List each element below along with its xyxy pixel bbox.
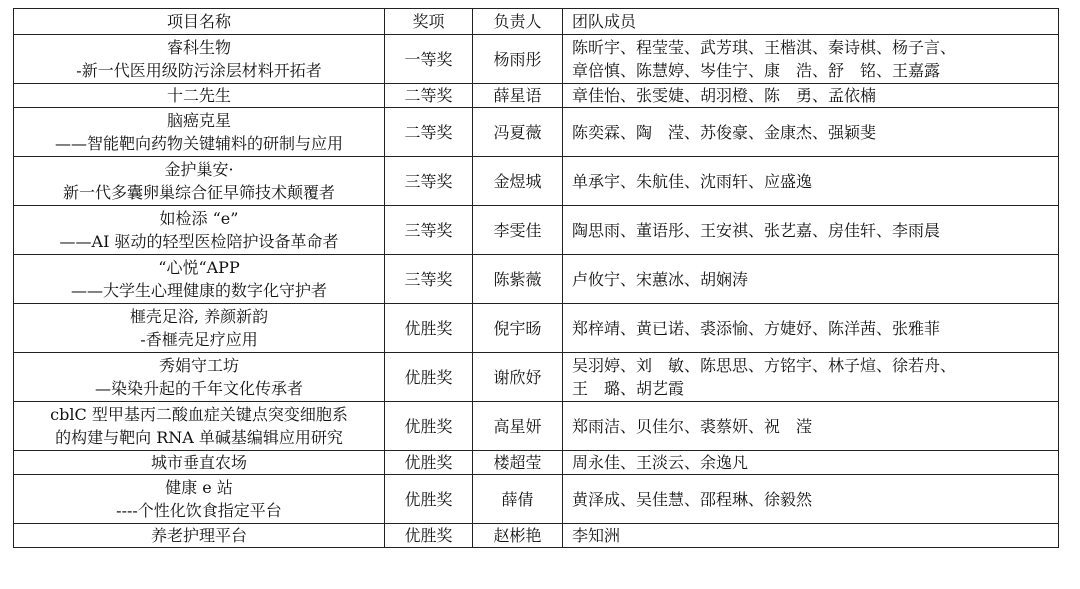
project-name-line: ——智能靶向药物关键辅料的研制与应用	[54, 134, 343, 153]
table-row	[14, 255, 1059, 304]
project-name-cell	[14, 451, 385, 475]
project-name-line: -香榧壳足疗应用	[140, 330, 258, 349]
members-line: 陈昕宇、程莹莹、武芳琪、王楷淇、秦诗棋、杨子言、	[572, 38, 957, 57]
project-name-line: 脑癌克星	[166, 111, 231, 130]
project-name-line: 城市垂直农场	[150, 453, 247, 472]
project-name-line: 十二先生	[166, 86, 231, 105]
table-row	[14, 524, 1059, 548]
project-name-line: 秀娟守工坊	[158, 356, 239, 375]
awards-table-body	[14, 9, 1059, 548]
header-project-name: 项目名称	[14, 9, 385, 35]
header-members: 团队成员	[563, 9, 1059, 35]
project-name-line: 睿科生物	[166, 38, 231, 57]
members-cell	[563, 84, 1059, 108]
award-cell: 二等奖	[385, 108, 473, 157]
members-cell	[563, 108, 1059, 157]
table-row	[14, 108, 1059, 157]
leader-cell: 杨雨彤	[473, 35, 563, 84]
project-name-line: ——大学生心理健康的数字化守护者	[70, 281, 327, 300]
members-cell	[563, 353, 1059, 402]
award-cell: 三等奖	[385, 255, 473, 304]
award-cell: 优胜奖	[385, 451, 473, 475]
members-cell	[563, 402, 1059, 451]
award-cell: 优胜奖	[385, 353, 473, 402]
table-row	[14, 402, 1059, 451]
members-cell	[563, 255, 1059, 304]
table-header-row	[14, 9, 1059, 35]
leader-cell: 倪宇旸	[473, 304, 563, 353]
leader-cell: 冯夏薇	[473, 108, 563, 157]
members-cell	[563, 304, 1059, 353]
table-row	[14, 451, 1059, 475]
awards-table-container	[13, 8, 1059, 548]
project-name-line: -新一代医用级防污涂层材料开拓者	[76, 61, 322, 80]
project-name-line: 如检添 “e”	[159, 209, 239, 228]
awards-table	[13, 8, 1059, 548]
project-name-line: 新一代多囊卵巢综合征早筛技术颠覆者	[62, 183, 335, 202]
project-name-cell	[14, 353, 385, 402]
award-cell: 优胜奖	[385, 402, 473, 451]
table-row	[14, 353, 1059, 402]
leader-cell: 薛倩	[473, 475, 563, 524]
project-name-cell	[14, 206, 385, 255]
members-line: 郑梓靖、黄已诺、裘添愉、方婕妤、陈洋茜、张雅菲	[572, 318, 941, 338]
members-line: 单承宇、朱航佳、沈雨轩、应盛逸	[572, 171, 813, 191]
project-name-line: cblC 型甲基丙二酸血症关键点突变细胞系	[50, 405, 348, 424]
project-name-line: 健康 e 站	[165, 478, 233, 497]
project-name-line: 养老护理平台	[150, 526, 247, 545]
table-row	[14, 475, 1059, 524]
project-name-line: 榧壳足浴, 养颜新韵	[129, 307, 269, 326]
award-cell: 优胜奖	[385, 475, 473, 524]
members-line: 李知洲	[572, 526, 621, 545]
leader-cell: 赵彬艳	[473, 524, 563, 548]
members-line: 章倍慎、陈慧婷、岑佳宁、康 浩、舒 铭、王嘉露	[572, 61, 941, 80]
project-name-cell	[14, 108, 385, 157]
award-cell: 一等奖	[385, 35, 473, 84]
table-row	[14, 206, 1059, 255]
project-name-line: ——AI 驱动的轻型医检陪护设备革命者	[59, 232, 339, 251]
members-line: 黄泽成、吴佳慧、邵程琳、徐毅然	[572, 489, 813, 509]
award-cell: 优胜奖	[385, 524, 473, 548]
project-name-line: —染染升起的千年文化传承者	[94, 379, 303, 398]
leader-cell: 楼超莹	[473, 451, 563, 475]
project-name-cell	[14, 524, 385, 548]
leader-cell: 金煜城	[473, 157, 563, 206]
header-award: 奖项	[385, 9, 473, 35]
members-line: 章佳怡、张雯婕、胡羽橙、陈 勇、孟依楠	[572, 86, 877, 105]
leader-cell: 陈紫薇	[473, 255, 563, 304]
project-name-cell	[14, 475, 385, 524]
project-name-cell	[14, 255, 385, 304]
members-line: 郑雨洁、贝佳尔、裘蔡妍、祝 滢	[572, 416, 813, 436]
table-row	[14, 304, 1059, 353]
project-name-cell	[14, 84, 385, 108]
members-cell	[563, 35, 1059, 84]
project-name-line: “心悦“APP	[158, 258, 240, 277]
members-line: 王 璐、胡艺霞	[572, 379, 685, 398]
award-cell: 三等奖	[385, 206, 473, 255]
header-leader: 负责人	[473, 9, 563, 35]
members-line: 陶思雨、董语彤、王安祺、张艺嘉、房佳轩、李雨晨	[572, 220, 941, 240]
members-cell	[563, 451, 1059, 475]
table-row	[14, 84, 1059, 108]
members-line: 吴羽婷、刘 敏、陈思思、方铭宇、林子煊、徐若舟、	[572, 356, 957, 375]
members-line: 周永佳、王淡云、余逸凡	[572, 453, 749, 472]
project-name-line: 金护巢安·	[164, 160, 234, 179]
project-name-cell	[14, 35, 385, 84]
project-name-cell	[14, 304, 385, 353]
award-cell: 二等奖	[385, 84, 473, 108]
project-name-cell	[14, 157, 385, 206]
leader-cell: 高星妍	[473, 402, 563, 451]
leader-cell: 谢欣妤	[473, 353, 563, 402]
project-name-cell	[14, 402, 385, 451]
members-cell	[563, 475, 1059, 524]
members-cell	[563, 206, 1059, 255]
table-row	[14, 35, 1059, 84]
members-line: 陈奕霖、陶 滢、苏俊豪、金康杰、强颖斐	[572, 122, 877, 142]
project-name-line: 的构建与靶向 RNA 单碱基编辑应用研究	[55, 428, 343, 447]
award-cell: 三等奖	[385, 157, 473, 206]
table-row	[14, 157, 1059, 206]
members-cell	[563, 524, 1059, 548]
leader-cell: 李雯佳	[473, 206, 563, 255]
project-name-line: ----个性化饮食指定平台	[116, 501, 282, 520]
award-cell: 优胜奖	[385, 304, 473, 353]
members-line: 卢攸宁、宋蕙冰、胡娴涛	[572, 269, 749, 289]
members-cell	[563, 157, 1059, 206]
leader-cell: 薛星语	[473, 84, 563, 108]
